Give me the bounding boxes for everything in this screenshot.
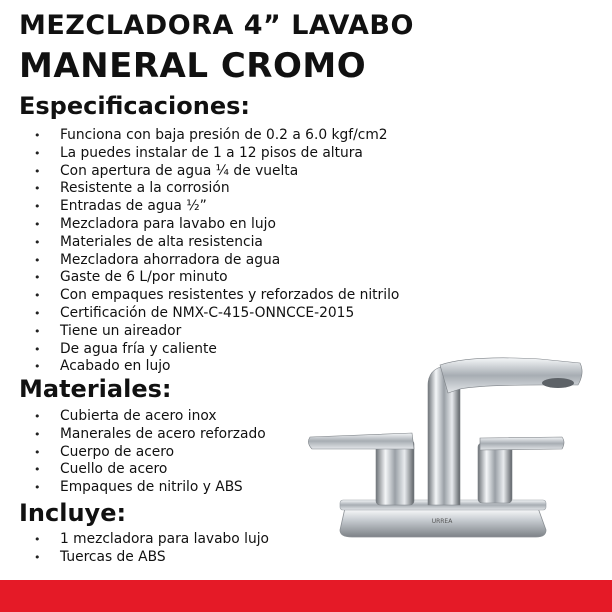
list-item <box>0 444 266 462</box>
bullet-icon: • <box>34 324 41 338</box>
bullet-icon: • <box>34 200 41 214</box>
bullet-icon: • <box>34 427 41 441</box>
list-item-text: Cuerpo de acero <box>60 443 175 460</box>
bullet-icon: • <box>34 182 41 196</box>
materiales-list <box>0 408 266 497</box>
list-item-text: Con empaques resistentes y reforzados de nitrilo <box>60 287 400 304</box>
bullet-icon: • <box>34 253 41 267</box>
materiales-heading: Materiales: <box>19 375 172 403</box>
list-item <box>0 287 399 305</box>
bullet-icon: • <box>34 217 41 231</box>
bullet-icon: • <box>34 235 41 249</box>
bullet-icon: • <box>34 481 41 495</box>
left-handle-lever <box>308 433 414 449</box>
list-item-text: Mezcladora para lavabo en lujo <box>60 215 276 232</box>
list-item-text: Gaste de 6 L/por minuto <box>60 269 228 286</box>
faucet-product-image <box>300 345 590 550</box>
list-item-text: Certificación de NMX-C-415-ONNCCE-2015 <box>60 304 355 321</box>
list-item <box>0 269 399 287</box>
list-item-text: Cuello de acero <box>60 461 168 478</box>
specs-heading: Especificaciones: <box>19 92 250 120</box>
bullet-icon: • <box>34 445 41 459</box>
bullet-icon: • <box>34 533 41 546</box>
list-item-text: Acabado en lujo <box>60 358 171 375</box>
bullet-icon: • <box>34 289 41 303</box>
base-logo: URREA <box>431 518 453 525</box>
list-item-text: Empaques de nitrilo y ABS <box>60 479 243 496</box>
list-item-text: Con apertura de agua ¼ de vuelta <box>60 162 299 179</box>
right-handle-body <box>478 443 512 503</box>
list-item-text: Entradas de agua ½” <box>60 198 207 215</box>
list-item-text: Tuercas de ABS <box>60 548 166 565</box>
list-item <box>0 531 269 549</box>
list-item-text: Funciona con baja presión de 0.2 a 6.0 kgf/cm2 <box>60 127 388 143</box>
specs-list <box>0 127 399 376</box>
list-item <box>0 198 399 216</box>
list-item-text: De agua fría y caliente <box>60 340 217 357</box>
bullet-icon: • <box>34 410 41 423</box>
aerator <box>542 378 574 388</box>
title-line-1: MEZCLADORA 4” LAVABO <box>19 10 414 41</box>
list-item-text: Resistente a la corrosión <box>60 180 230 197</box>
list-item <box>0 479 266 497</box>
list-item <box>0 408 266 426</box>
list-item <box>0 127 399 145</box>
list-item-text: Cubierta de acero inox <box>60 408 217 424</box>
list-item <box>0 461 266 479</box>
bullet-icon: • <box>34 164 41 178</box>
list-item <box>0 180 399 198</box>
incluye-list <box>0 531 269 567</box>
list-item <box>0 234 399 252</box>
bullet-icon: • <box>34 360 41 374</box>
list-item-text: Mezcladora ahorradora de agua <box>60 251 281 268</box>
bullet-icon: • <box>34 306 41 320</box>
bullet-icon: • <box>34 271 41 285</box>
incluye-heading: Incluye: <box>19 499 127 527</box>
list-item <box>0 252 399 270</box>
list-item <box>0 163 399 181</box>
bullet-icon: • <box>34 129 41 142</box>
bullet-icon: • <box>34 146 41 160</box>
list-item-text: Materiales de alta resistencia <box>60 233 263 250</box>
bottom-accent-bar <box>0 580 612 612</box>
bullet-icon: • <box>34 463 41 477</box>
list-item <box>0 216 399 234</box>
list-item <box>0 549 269 567</box>
title-line-2: MANERAL CROMO <box>19 46 367 86</box>
list-item-text: Tiene un aireador <box>60 322 182 339</box>
list-item <box>0 145 399 163</box>
bullet-icon: • <box>34 550 41 564</box>
right-handle-lever <box>480 437 564 450</box>
list-item-text: 1 mezcladora para lavabo lujo <box>60 531 269 547</box>
list-item <box>0 426 266 444</box>
list-item <box>0 305 399 323</box>
bullet-icon: • <box>34 342 41 356</box>
list-item-text: Manerales de acero reforzado <box>60 425 266 442</box>
list-item <box>0 323 399 341</box>
left-handle-body <box>376 440 414 505</box>
list-item-text: La puedes instalar de 1 a 12 pisos de altura <box>60 144 363 161</box>
